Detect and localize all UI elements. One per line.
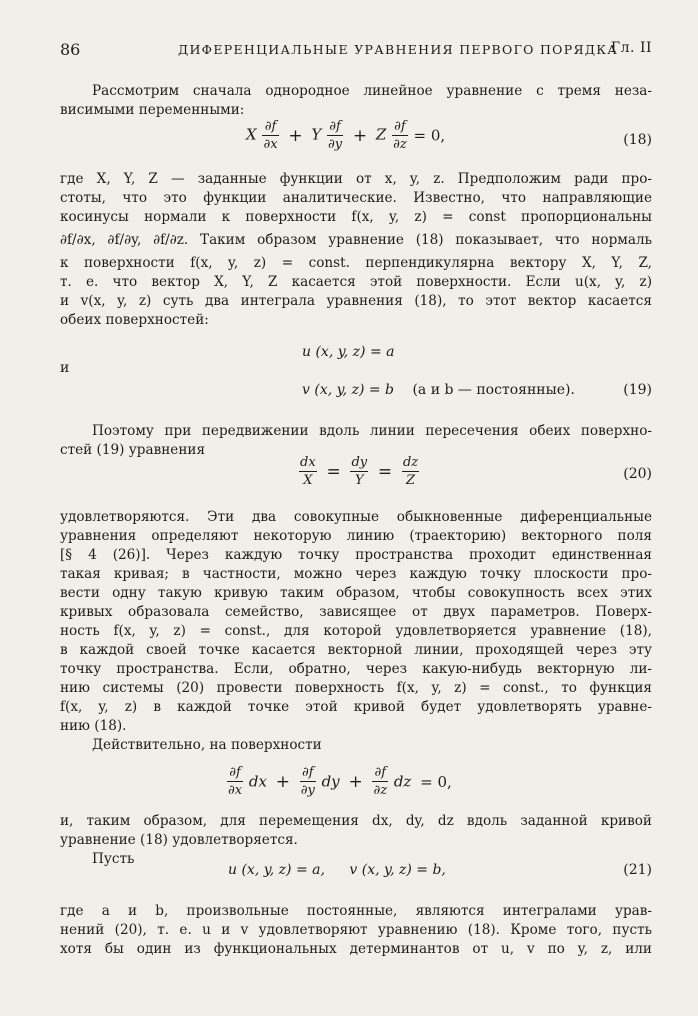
eq-symbol: Y [311, 125, 322, 144]
eq-symbol: X [246, 125, 257, 144]
partial-fraction: $\frac{\partial f}{\partial z}$ [373, 765, 388, 798]
equation-number-19: (19) [623, 382, 652, 398]
partial-fraction: $\frac{\partial f}{\partial z}$ [393, 119, 407, 152]
equation-18 [246, 118, 445, 153]
text-line: нений (20), т. е. u и v удовлетворяют уравнению (18). Кроме того, пусть [60, 922, 652, 938]
text-line: в каждой своей точке касается векторной линии, проходящей через эту [60, 642, 652, 658]
paragraph-normals [60, 170, 652, 330]
text-line: Рассмотрим сначала однородное линейное уравнение с тремя неза- [92, 83, 652, 99]
text-line: Пусть [92, 851, 135, 867]
eq-19b-expr: v (x, y, z) = b [302, 382, 394, 398]
paragraph-integrals [60, 902, 652, 959]
eq-operator: = [377, 461, 393, 482]
ratio-fraction: $\frac{dy}{Y}$ [351, 455, 368, 488]
text-line: f(x, y, z) в каждой точке этой кривой будет удовлетворять уравне- [60, 699, 652, 715]
text-line: к поверхности f(x, y, z) = const. перпендикулярна вектору X, Y, Z, [60, 255, 652, 271]
text-line: нию (18). [60, 718, 127, 734]
equation-19b [302, 382, 575, 398]
text-line: Действительно, на поверхности [92, 737, 322, 753]
partial-fraction: $\frac{\partial f}{\partial y}$ [300, 765, 315, 798]
text-line: уравнение (18) удовлетворяется. [60, 832, 298, 848]
equation-number-20: (20) [623, 466, 652, 482]
ratio-fraction: $\frac{dx}{X}$ [300, 455, 316, 488]
paragraph-indeed [60, 736, 652, 755]
text-line: нию системы (20) провести поверхность f(x, y, z) = const., то функция [60, 680, 652, 696]
text-line: такая кривая; в частности, можно через каждую точку плоскости про- [60, 566, 652, 582]
text-line: стоты, что это функции аналитические. Известно, что направляющие [60, 190, 652, 206]
ratio-fraction: $\frac{dz}{Z}$ [402, 455, 419, 488]
text-line: косинусы нормали к поверхности f(x, y, z) = const пропорциональны [60, 209, 652, 225]
eq-operator: + [275, 771, 290, 792]
eq-operator: = [326, 461, 341, 482]
eq-21-left: u (x, y, z) = a, [228, 862, 325, 878]
eq-symbol: Z [375, 125, 387, 144]
text-line: и v(x, y, z) суть два интеграла уравнения (18), то этот вектор касается [60, 293, 652, 309]
equation-21 [228, 862, 446, 878]
text-line: обеих поверхностей: [60, 312, 209, 328]
eq-19b-note: (a и b — постоянные). [412, 382, 575, 398]
text-line: и, таким образом, для перемещения dx, dy, dz вдоль заданной кривой [60, 813, 652, 829]
equation-number-21: (21) [623, 862, 652, 878]
eq-term: dy [321, 772, 340, 791]
text-line: стей (19) уравнения [60, 442, 206, 458]
text-line: где a и b, произвольные постоянные, являются интегралами урав- [60, 903, 652, 919]
text-line: висимыми переменными: [60, 102, 245, 118]
equation-20 [298, 454, 420, 489]
text-line: ность f(x, y, z) = const., для которой удовлетворяется уравнение (18), [60, 623, 652, 639]
partial-fraction: $\frac{\partial f}{\partial y}$ [328, 119, 343, 152]
equation-number-18: (18) [623, 132, 652, 148]
conjunction-and: и [60, 360, 70, 376]
partial-fraction: $\frac{\partial f}{\partial x}$ [263, 119, 278, 152]
paragraph-so [60, 812, 652, 850]
eq-operator: + [352, 125, 368, 146]
eq-operator: + [288, 125, 303, 146]
text-line: хотя бы один из функциональных детерминантов от u, v по y, z, или [60, 941, 652, 957]
eq-term: dz [393, 772, 412, 791]
running-head: ДИФЕРЕНЦИАЛЬНЫЕ УРАВНЕНИЯ ПЕРВОГО ПОРЯДКА [178, 42, 619, 57]
text-line: точку пространства. Если, обратно, через какую-нибудь векторную ли- [60, 661, 652, 677]
eq-21-right: v (x, y, z) = b, [349, 862, 446, 878]
text-line: вести одну такую кривую таким образом, чтобы совокупность всех этих [60, 585, 652, 601]
text-line: т. е. что вектор X, Y, Z касается этой поверхности. Если u(x, y, z) [60, 274, 652, 290]
text-line: [§ 4 (26)]. Через каждую точку пространства проходит единственная [60, 547, 652, 563]
paragraph-trajectories [60, 508, 652, 736]
equation-19a: u (x, y, z) = a [302, 344, 395, 360]
partial-fraction: $\frac{\partial f}{\partial x}$ [228, 765, 243, 798]
paragraph-intro [60, 82, 652, 120]
page-number: 86 [60, 40, 81, 59]
text-line: удовлетворяются. Эти два совокупные обыкновенные диференциальные [60, 509, 652, 525]
eq-rhs: = 0, [413, 126, 446, 145]
text-line: кривых образовала семейство, зависящее от двух параметров. Поверх- [60, 604, 652, 620]
eq-term: dx [248, 772, 267, 791]
text-line: ∂f/∂x, ∂f/∂y, ∂f/∂z. Таким образом уравнение (18) показывает, что нормаль [60, 232, 652, 248]
eq-operator: + [348, 771, 363, 792]
text-line: где X, Y, Z — заданные функции от x, y, z. Предположим ради про- [60, 171, 652, 187]
text-line: Поэтому при передвижении вдоль линии пересечения обеих поверхно- [92, 423, 652, 439]
text-line: уравнения определяют некоторую линию (траекторию) векторного поля [60, 528, 652, 544]
equation-total-differential [226, 764, 452, 799]
eq-rhs: = 0, [420, 772, 452, 791]
chapter-label: Гл. II [610, 40, 652, 56]
page-header [60, 40, 652, 64]
